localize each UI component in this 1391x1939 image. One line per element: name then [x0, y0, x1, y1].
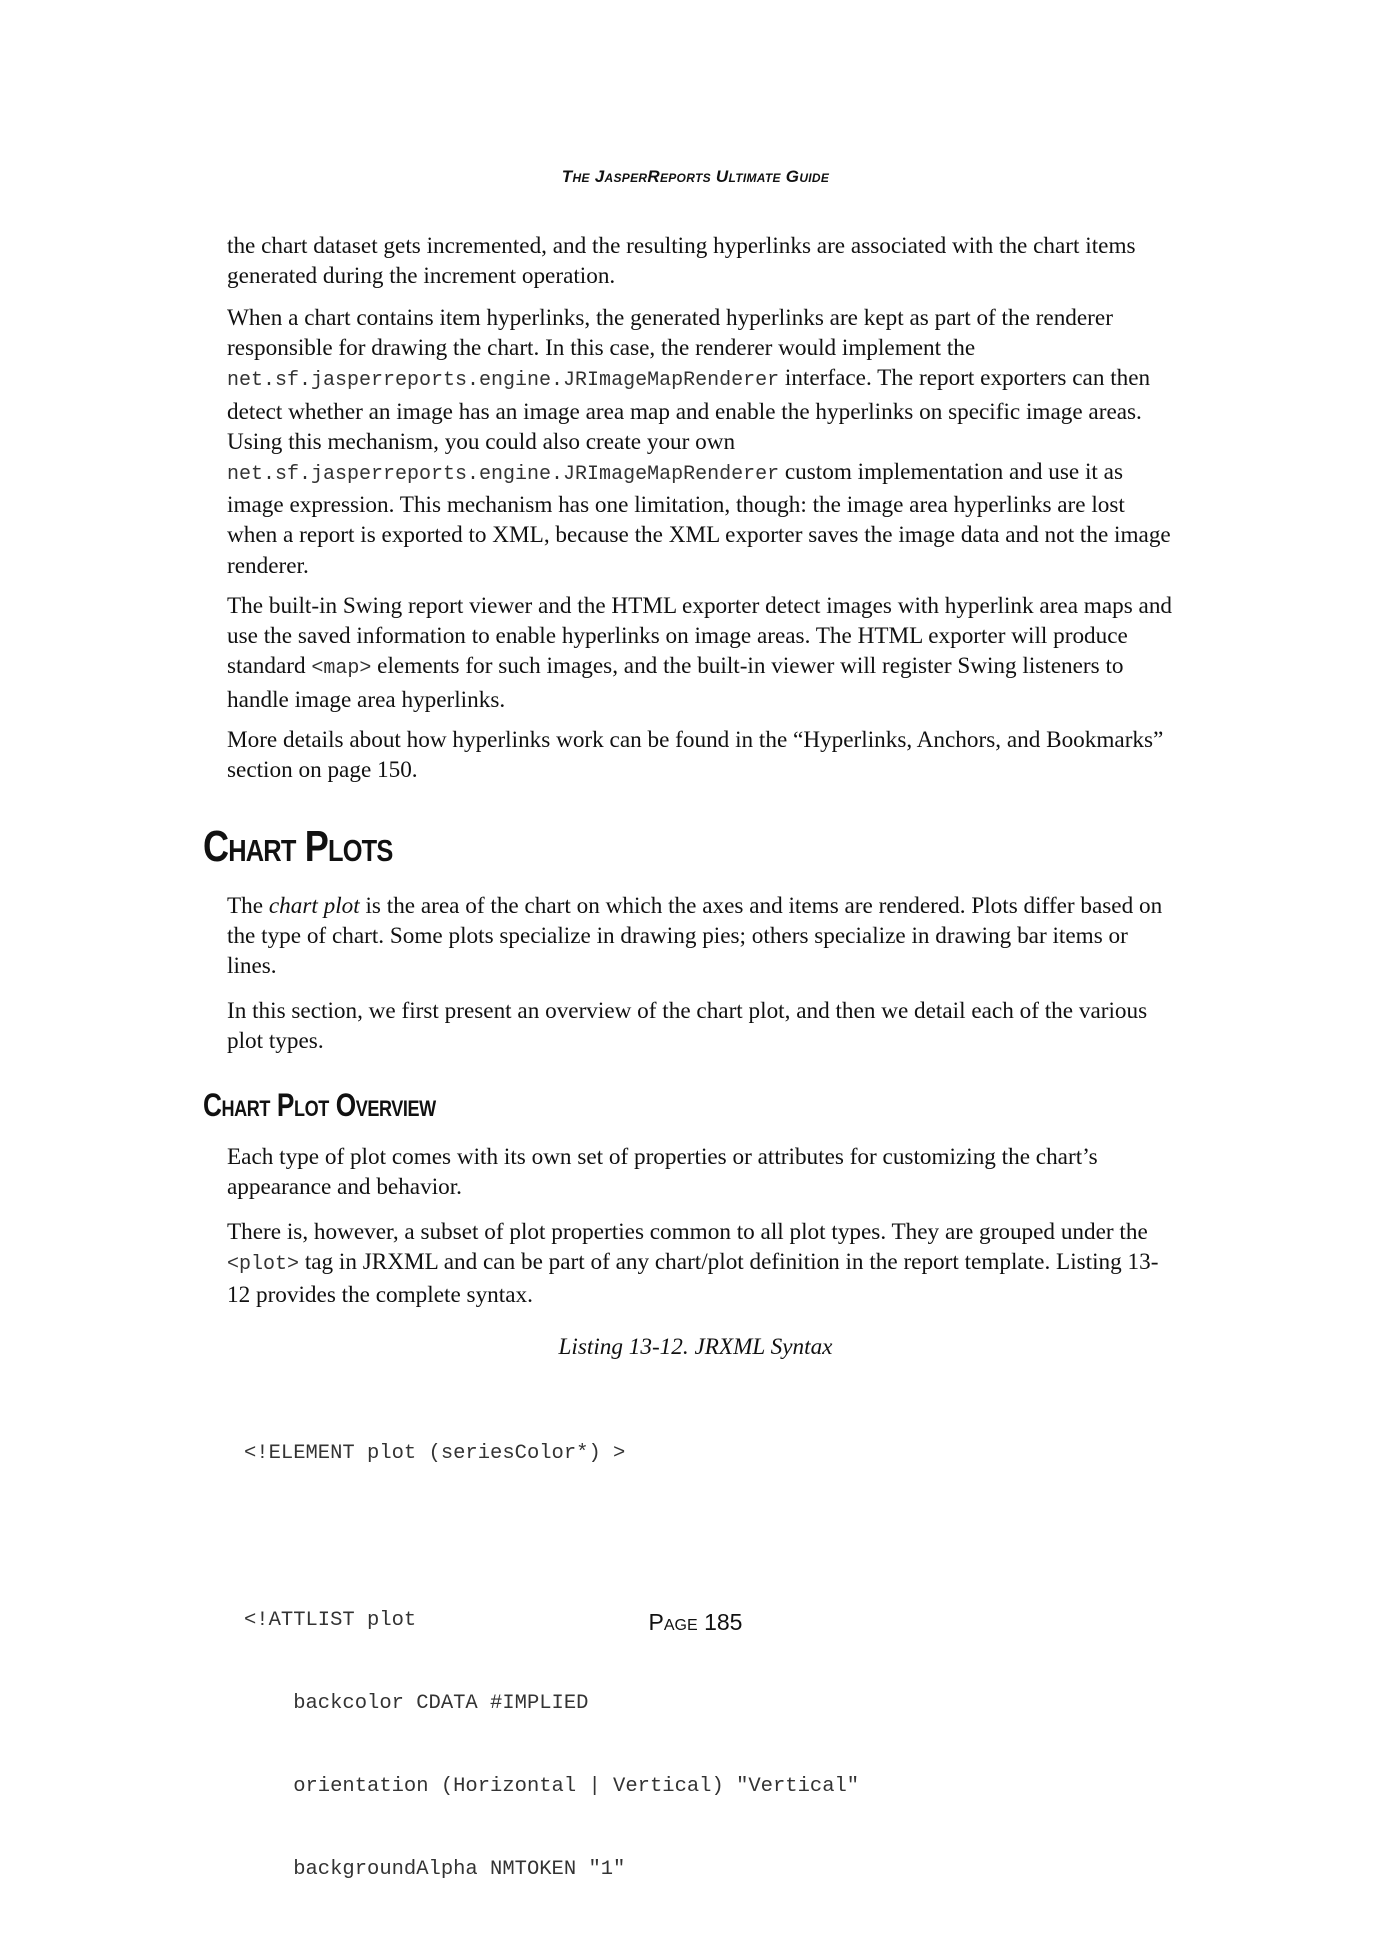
code-line: orientation (Horizontal | Vertical) "Vertical": [244, 1774, 860, 1798]
paragraph-text: interface. The report exporters can then detect whether an image has an image area map and enable the hyperlinks on specific image areas. Using this mechanism, you could also create your own: [227, 365, 1151, 455]
section-heading: Chart Plots: [203, 822, 393, 871]
paragraph-chart-dataset: [227, 231, 1177, 291]
code-line: backcolor CDATA #IMPLIED: [244, 1691, 589, 1715]
running-header: The JasperReports Ultimate Guide: [561, 167, 830, 186]
code-line: [244, 1524, 859, 1552]
code-line: <!ATTLIST plot: [244, 1608, 417, 1632]
paragraph-text: is the area of the chart on which the axes and items are rendered. Plots differ based on the type of chart. Some plots specialize in drawing pies; others specialize in drawing bar items or lines.: [227, 893, 1163, 980]
code-line: <!ELEMENT plot (seriesColor*) >: [244, 1442, 626, 1466]
paragraph-text: The built-in Swing report viewer and the HTML exporter detect images with hyperlink area maps and use the saved information to enable hyperlinks on image areas. The HTML exporter will produce standard: [227, 593, 1173, 680]
subsection-heading: Chart Plot Overview: [203, 1087, 436, 1123]
paragraph-text: tag in JRXML and can be part of any chart/plot definition in the report template. Listing 13-12 provides the complete syntax.: [227, 1249, 1159, 1309]
paragraph-text: the chart dataset gets incremented, and the resulting hyperlinks are associated with the chart items generated during the increment operation.: [227, 233, 1136, 290]
inline-code-class-name: net.sf.jasperreports.engine.JRImageMapRenderer: [227, 369, 780, 393]
paragraph-section-overview: [227, 996, 1177, 1056]
code-line: backgroundAlpha NMTOKEN "1": [244, 1857, 626, 1881]
inline-code-plot-tag: <plot>: [227, 1253, 300, 1277]
paragraph-more-details: [227, 725, 1177, 785]
paragraph-item-hyperlinks: [227, 303, 1177, 581]
paragraph-chart-plot-definition: [227, 891, 1177, 982]
code-listing: [244, 1385, 859, 1939]
inline-code-class-name: net.sf.jasperreports.engine.JRImageMapRenderer: [227, 463, 780, 487]
paragraph-text: When a chart contains item hyperlinks, the generated hyperlinks are kept as part of the renderer responsible for drawing the chart. In this case, the renderer would implement the: [227, 305, 1113, 362]
paragraph-swing-viewer: [227, 591, 1177, 715]
inline-code-map-tag: <map>: [311, 657, 372, 681]
paragraph-text: There is, however, a subset of plot properties common to all plot types. They are grouped under the: [227, 1219, 1148, 1245]
paragraph-text: The: [227, 893, 269, 919]
paragraph-text: elements for such images, and the built-in viewer will register Swing listeners to handle image area hyperlinks.: [227, 653, 1124, 713]
emphasized-term: chart plot: [268, 893, 360, 919]
paragraph-text: Each type of plot comes with its own set of properties or attributes for customizing the chart’s appearance and behavior.: [227, 1144, 1098, 1201]
paragraph-text: In this section, we first present an overview of the chart plot, and then we detail each of the various plot types.: [227, 998, 1148, 1055]
page-number: Page 185: [648, 1609, 743, 1635]
paragraph-plot-tag: [227, 1217, 1177, 1311]
paragraph-text: custom implementation and use it as image expression. This mechanism has one limitation, though: the image area hyperlinks are lost when a report is exported to XML, because the XML exporter saves the image data and not the image renderer.: [227, 459, 1171, 579]
listing-caption: Listing 13-12. JRXML Syntax: [558, 1334, 833, 1360]
paragraph-text: More details about how hyperlinks work can be found in the “Hyperlinks, Anchors, and Bookmarks” section on page 150.: [227, 727, 1164, 784]
paragraph-plot-properties: [227, 1142, 1177, 1202]
